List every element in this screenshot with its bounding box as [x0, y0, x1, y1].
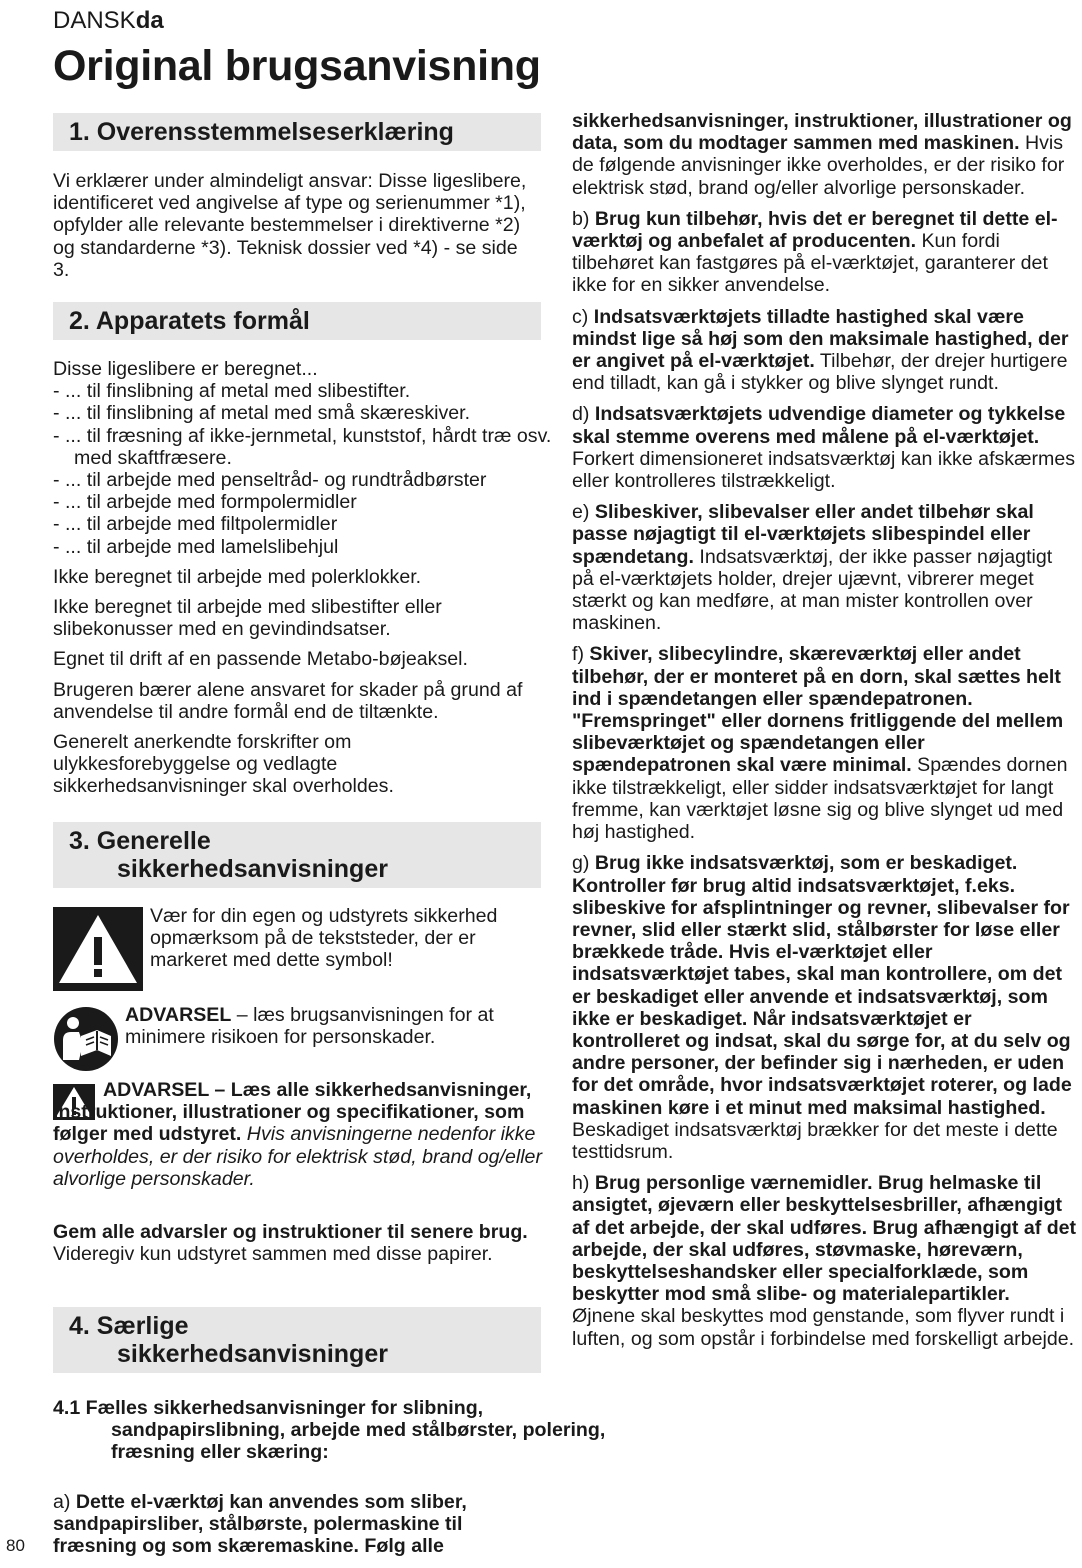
item-g-label: g) — [572, 852, 595, 875]
item-d-label: d) — [572, 403, 595, 426]
list-item: - ... til arbejde med penseltråd- og rundtrådbørster — [53, 469, 487, 492]
section-4-heading-line-2: sikkerhedsanvisninger — [117, 1340, 388, 1368]
item-c-bold: Indsatsværktøjets tilladte hastighed skal være mindst lige så høj som den maksimale hastighed, der er angivet på el-værktøjet. — [572, 305, 1069, 373]
warning-symbol-text: Vær for din egen og udstyrets sikkerhed opmærksom på de tekststeder, der er markeret med dette symbol! — [150, 905, 498, 972]
section-1-body: Vi erklærer under almindeligt ansvar: Disse ligeslibere, identificeret ved angivelse af type og serienummer *1), opfylder alle relevante bestemmelser i direktiverne *2) og standarderne *3). Teknisk dossier ved *4) - se side 3. — [53, 170, 527, 281]
item-g-text: Beskadiget indsatsværktøj brækker for det meste i dette testtidsrum. — [572, 1118, 1058, 1163]
item-b-label: b) — [572, 207, 595, 230]
language-label — [53, 6, 164, 36]
language-code: da — [135, 7, 164, 34]
item-f-text: Spændes dornen ikke tilstrækkeligt, eller sidder indsatsværktøjet for langt fremme, kan værktøjet løsne sig og blive slynget ud med høj hastighed. — [572, 754, 1068, 844]
item-b — [572, 208, 1077, 297]
list-item: - ... til fræsning af ikke-jernmetal, kunststof, hårdt træ osv. med skaftfræsere. — [53, 424, 552, 469]
right-column — [572, 110, 1077, 1350]
section-3-heading-line-2: sikkerhedsanvisninger — [117, 855, 388, 883]
keep-instructions-bold: Gem alle advarsler og instruktioner til senere brug. — [53, 1221, 528, 1243]
section-2-note-3: Egnet til drift af en passende Metabo-bøjeaksel. — [53, 648, 468, 671]
section-4-heading-line-1: 4. Særlige — [69, 1312, 189, 1340]
section-4-heading — [53, 1307, 541, 1373]
item-a-bold: Dette el-værktøj kan anvendes som sliber, sandpapirsliber, stålbørste, polermaskine til fræsning og som skæremaskine. Følg alle — [53, 1491, 467, 1558]
section-3-heading-line-1: 3. Generelle — [69, 827, 211, 855]
item-b-bold: Brug kun tilbehør, hvis det er beregnet til dette el-værktøj og anbefalet af producenten. — [572, 207, 1058, 253]
keep-instructions-text: Videregiv kun udstyret sammen med disse papirer. — [53, 1243, 493, 1266]
item-a-label: a) — [53, 1491, 76, 1513]
section-2-note-1: Ikke beregnet til arbejde med polerklokker. — [53, 565, 422, 588]
section-2-content — [53, 358, 553, 798]
section-2-intro: Disse ligeslibere er beregnet... — [53, 358, 318, 380]
page-number: 80 — [6, 1536, 25, 1555]
section-2-heading: 2. Apparatets formål — [53, 302, 541, 340]
item-g-bold: Brug ikke indsatsværktøj, som er beskadiget. Kontroller før brug altid indsatsværktøjet, f.eks. slibeskive for afsplintninger og revner, slibevalser for revner, slid eller stærkt slid, stålbørster for løse eller brækkede tråde. Hvis el-værktøjet eller indsatsværktøjet tabes, skal man kontrollere, om det er beskadiget eller anvende et indsatsværktøj, som ikke er beskadiget. Når indsatsværktøjet er kontrolleret og indsat, skal du sørge for, at du selv og andre personer, der befinder sig i nærheden, er uden for det område, hvor indsatsværktøjet roterer, og lade maskinen køre i et minut med maksimal hastighed. — [572, 852, 1072, 1119]
keep-instructions — [53, 1221, 543, 1265]
item-a-continued — [572, 110, 1077, 199]
item-h — [572, 1172, 1077, 1350]
page-title: Original brugsanvisning — [53, 42, 541, 90]
item-e — [572, 501, 1077, 634]
advarsel-bold: ADVARSEL – Læs alle sikkerhedsanvisninger, instruktioner, illustrationer og specifikationer, som følger med udstyret. — [53, 1079, 532, 1146]
list-item: - ... til arbejde med lamelslibehjul — [53, 535, 339, 558]
item-f — [572, 643, 1077, 843]
advarsel-paragraph — [53, 1079, 553, 1190]
section-2-note-4: Brugeren bærer alene ansvaret for skader på grund af anvendelse til andre formål end de tiltænkte. — [53, 678, 523, 723]
read-manual-rest: – læs brugsanvisningen for at minimere risikoen for personskader. — [125, 1004, 494, 1049]
item-d-text: Forkert dimensioneret indsatsværktøj kan ikke afskærmes eller kontrolleres tilstrækkeligt. — [572, 447, 1076, 493]
section-1-heading: 1. Overensstemmelseserklæring — [53, 113, 541, 151]
item-e-bold: Slibeskiver, slibevalser eller andet tilbehør skal passe nøjagtigt til el-værktøjets slibespindel eller spændetang. — [572, 501, 1034, 568]
item-f-label: f) — [572, 643, 590, 666]
section-2-note-2: Ikke beregnet til arbejde med slibestifter eller slibekonusser med en gevindindsatser. — [53, 596, 442, 641]
item-g — [572, 852, 1077, 1163]
item-d-bold: Indsatsværktøjets udvendige diameter og tykkelse skal stemme overens med målene på el-værktøjet. — [572, 403, 1066, 448]
item-h-bold: Brug personlige værnemidler. Brug helmaske til ansigtet, øjeværn eller beskyttelsesbriller, afhængigt af det arbejde, der skal udføres. Brug afhængigt af det arbejde, der skal udføres, støvmaske, høreværn, beskyttelseshandsker eller specialforklæde, som beskytter mod små slibe- og materialepartikler. — [572, 1172, 1077, 1306]
list-item: - ... til finslibning af metal med slibestifter. — [53, 380, 411, 403]
item-a-cont-text: Hvis de følgende anvisninger ikke overholdes, er der risiko for elektrisk stød, brand og/eller alvorlige personskader. — [572, 132, 1065, 199]
list-item: - ... til arbejde med formpolermidler — [53, 491, 357, 514]
section-4-1-heading: 4.1 Fælles sikkerhedsanvisninger for slibning, sandpapirslibning, arbejde med stålbørster, polering, fræsning eller skæring: — [53, 1397, 606, 1464]
item-c-label: c) — [572, 305, 594, 328]
section-2-note-5: Generelt anerkendte forskrifter om ulykkesforebyggelse og vedlagte sikkerhedsanvisninger skal overholdes. — [53, 731, 394, 798]
item-c — [572, 306, 1077, 395]
section-3-heading — [53, 822, 541, 888]
read-manual-bold: ADVARSEL — [125, 1004, 232, 1026]
list-item: - ... til finslibning af metal med små skæreskiver. — [53, 402, 471, 425]
item-e-label: e) — [572, 501, 595, 524]
item-h-label: h) — [572, 1172, 595, 1195]
item-e-text: Indsatsværktøj, der ikke passer nøjagtigt på el-værktøjets holder, drejer ujævnt, vibrerer meget stærkt og kan medføre, at man mister kontrollen over maskinen. — [572, 545, 1053, 635]
item-f-bold: Skiver, slibecylindre, skæreværktøj eller andet tilbehør, der er monteret på en dorn, skal sættes helt ind i spændetangen eller spændepatronen. "Fremspringet" eller dornens fritliggende del mellem slibeværktøjet og spændetangen eller spændepatronen skal være minimal. — [572, 643, 1064, 777]
advarsel-italic: Hvis anvisningerne nedenfor ikke overholdes, er der risiko for elektrisk stød, brand og/eller alvorlige personskader. — [53, 1123, 542, 1190]
item-a — [53, 1491, 548, 1558]
warning-triangle-icon — [53, 907, 143, 996]
language-name: DANSK — [53, 7, 136, 34]
item-d — [572, 403, 1077, 492]
item-a-cont-bold: sikkerhedsanvisninger, instruktioner, illustrationer og data, som du modtager sammen med maskinen. — [572, 110, 1072, 155]
item-b-text: Kun fordi tilbehøret kan fastgøres på el-værktøjet, garanterer det ikke for en sikker anvendelse. — [572, 230, 1048, 297]
item-c-text: Tilbehør, der drejer hurtigere end tilladt, kan gå i stykker og blive slynget rundt. — [572, 350, 1068, 395]
read-manual-icon — [53, 1006, 119, 1077]
read-manual-text — [125, 1004, 545, 1048]
list-item: - ... til arbejde med filtpolermidler — [53, 513, 338, 536]
item-h-text: Øjnene skal beskyttes mod genstande, som flyver rundt i luften, og som opstår i forbindelse med forskelligt arbejde. — [572, 1305, 1075, 1350]
